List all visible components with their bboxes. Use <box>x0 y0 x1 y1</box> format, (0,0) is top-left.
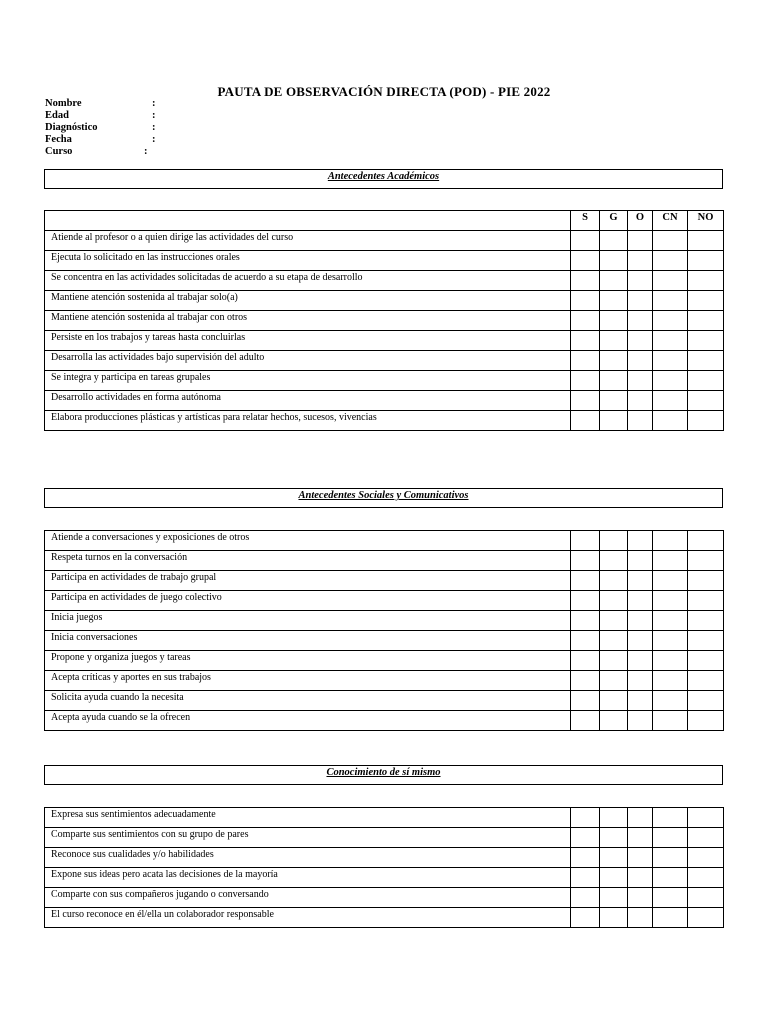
field-colon: : <box>144 146 148 157</box>
table-row <box>45 631 724 651</box>
rating-cell-o[interactable] <box>628 531 653 551</box>
item-label: El curso reconoce en él/ella un colaborador responsable <box>45 908 571 928</box>
rating-cell-g[interactable] <box>600 551 628 571</box>
item-label: Participa en actividades de juego colectivo <box>45 591 571 611</box>
field-nombre[interactable] <box>45 98 156 110</box>
item-label: Inicia juegos <box>45 611 571 631</box>
item-label: Comparte sus sentimientos con su grupo de pares <box>45 828 571 848</box>
item-label: Solicita ayuda cuando la necesita <box>45 691 571 711</box>
item-label: Desarrollo actividades en forma autónoma <box>45 391 571 411</box>
item-label: Mantiene atención sostenida al trabajar solo(a) <box>45 291 571 311</box>
rating-cell-no[interactable] <box>688 551 724 571</box>
rating-cell-cn[interactable] <box>653 711 688 731</box>
rating-cell-g[interactable] <box>600 231 628 251</box>
field-label: Nombre <box>45 98 82 109</box>
table-row <box>45 271 724 291</box>
table-row <box>45 908 724 928</box>
table-row <box>45 371 724 391</box>
table-row <box>45 868 724 888</box>
rating-cell-o[interactable] <box>628 311 653 331</box>
rating-cell-g[interactable] <box>600 908 628 928</box>
rating-cell-s[interactable] <box>571 231 600 251</box>
header-o: O <box>628 211 653 231</box>
rating-cell-g[interactable] <box>600 828 628 848</box>
rating-cell-cn[interactable] <box>653 671 688 691</box>
rating-cell-g[interactable] <box>600 711 628 731</box>
rating-cell-o[interactable] <box>628 351 653 371</box>
rating-cell-s[interactable] <box>571 591 600 611</box>
rating-cell-no[interactable] <box>688 808 724 828</box>
rating-cell-g[interactable] <box>600 351 628 371</box>
rating-cell-s[interactable] <box>571 291 600 311</box>
rating-cell-g[interactable] <box>600 531 628 551</box>
rating-cell-no[interactable] <box>688 231 724 251</box>
rating-cell-s[interactable] <box>571 671 600 691</box>
rating-cell-no[interactable] <box>688 591 724 611</box>
field-colon: : <box>152 110 156 121</box>
rating-cell-cn[interactable] <box>653 371 688 391</box>
item-label: Inicia conversaciones <box>45 631 571 651</box>
rating-cell-g[interactable] <box>600 371 628 391</box>
rating-cell-cn[interactable] <box>653 808 688 828</box>
item-label: Acepta ayuda cuando se la ofrecen <box>45 711 571 731</box>
item-label: Comparte con sus compañeros jugando o conversando <box>45 888 571 908</box>
table-row <box>45 828 724 848</box>
rating-cell-no[interactable] <box>688 828 724 848</box>
rating-cell-no[interactable] <box>688 671 724 691</box>
item-label: Ejecuta lo solicitado en las instrucciones orales <box>45 251 571 271</box>
rating-cell-o[interactable] <box>628 868 653 888</box>
rating-cell-g[interactable] <box>600 631 628 651</box>
rating-cell-cn[interactable] <box>653 888 688 908</box>
table-row <box>45 848 724 868</box>
rating-cell-s[interactable] <box>571 331 600 351</box>
rating-cell-o[interactable] <box>628 251 653 271</box>
rating-cell-no[interactable] <box>688 908 724 928</box>
table-body <box>45 531 724 731</box>
rating-cell-s[interactable] <box>571 888 600 908</box>
rating-cell-g[interactable] <box>600 848 628 868</box>
rating-cell-o[interactable] <box>628 571 653 591</box>
rating-cell-cn[interactable] <box>653 311 688 331</box>
rating-cell-cn[interactable] <box>653 908 688 928</box>
rating-cell-cn[interactable] <box>653 391 688 411</box>
header-no: NO <box>688 211 724 231</box>
header-g: G <box>600 211 628 231</box>
section-title-conocimiento: Conocimiento de sí mismo <box>44 765 723 785</box>
table-row <box>45 808 724 828</box>
rating-cell-cn[interactable] <box>653 631 688 651</box>
header-blank <box>45 211 571 231</box>
rating-cell-no[interactable] <box>688 651 724 671</box>
rating-cell-s[interactable] <box>571 371 600 391</box>
rating-cell-o[interactable] <box>628 691 653 711</box>
table-row <box>45 291 724 311</box>
rating-cell-no[interactable] <box>688 251 724 271</box>
rating-cell-o[interactable] <box>628 888 653 908</box>
table-sociales <box>44 530 724 731</box>
document-title: PAUTA DE OBSERVACIÓN DIRECTA (POD) - PIE 2022 <box>217 84 551 99</box>
rating-cell-cn[interactable] <box>653 848 688 868</box>
table-row <box>45 611 724 631</box>
item-label: Persiste en los trabajos y tareas hasta concluirlas <box>45 331 571 351</box>
rating-cell-cn[interactable] <box>653 331 688 351</box>
rating-cell-s[interactable] <box>571 848 600 868</box>
rating-cell-o[interactable] <box>628 631 653 651</box>
rating-cell-g[interactable] <box>600 591 628 611</box>
rating-cell-s[interactable] <box>571 551 600 571</box>
rating-cell-o[interactable] <box>628 611 653 631</box>
table-body <box>45 231 724 431</box>
item-label: Se integra y participa en tareas grupales <box>45 371 571 391</box>
rating-cell-cn[interactable] <box>653 351 688 371</box>
table-row <box>45 651 724 671</box>
rating-cell-o[interactable] <box>628 808 653 828</box>
table-row <box>45 531 724 551</box>
rating-cell-o[interactable] <box>628 848 653 868</box>
table-header-row <box>45 211 724 231</box>
rating-cell-no[interactable] <box>688 868 724 888</box>
table-body <box>45 808 724 928</box>
rating-cell-no[interactable] <box>688 371 724 391</box>
rating-cell-o[interactable] <box>628 371 653 391</box>
rating-cell-o[interactable] <box>628 331 653 351</box>
item-label: Respeta turnos en la conversación <box>45 551 571 571</box>
rating-cell-g[interactable] <box>600 251 628 271</box>
table-row <box>45 691 724 711</box>
rating-cell-s[interactable] <box>571 411 600 431</box>
table-row <box>45 351 724 371</box>
rating-cell-cn[interactable] <box>653 531 688 551</box>
rating-cell-no[interactable] <box>688 391 724 411</box>
rating-cell-cn[interactable] <box>653 291 688 311</box>
table-row <box>45 411 724 431</box>
rating-cell-cn[interactable] <box>653 551 688 571</box>
rating-cell-o[interactable] <box>628 291 653 311</box>
rating-cell-cn[interactable] <box>653 411 688 431</box>
table-row <box>45 711 724 731</box>
rating-cell-g[interactable] <box>600 391 628 411</box>
field-curso[interactable] <box>45 146 148 158</box>
rating-cell-no[interactable] <box>688 711 724 731</box>
header-s: S <box>571 211 600 231</box>
student-info-fields <box>45 98 156 158</box>
rating-cell-s[interactable] <box>571 531 600 551</box>
header-cn: CN <box>653 211 688 231</box>
field-colon: : <box>152 98 156 109</box>
rating-cell-no[interactable] <box>688 411 724 431</box>
table-row <box>45 331 724 351</box>
rating-cell-s[interactable] <box>571 711 600 731</box>
table-row <box>45 888 724 908</box>
rating-cell-s[interactable] <box>571 351 600 371</box>
item-label: Desarrolla las actividades bajo supervisión del adulto <box>45 351 571 371</box>
item-label: Expone sus ideas pero acata las decisiones de la mayoría <box>45 868 571 888</box>
table-row <box>45 551 724 571</box>
rating-cell-no[interactable] <box>688 631 724 651</box>
rating-cell-g[interactable] <box>600 651 628 671</box>
field-fecha[interactable] <box>45 134 156 146</box>
rating-cell-g[interactable] <box>600 888 628 908</box>
rating-cell-o[interactable] <box>628 391 653 411</box>
rating-cell-s[interactable] <box>571 571 600 591</box>
table-row <box>45 671 724 691</box>
rating-cell-s[interactable] <box>571 828 600 848</box>
rating-cell-o[interactable] <box>628 591 653 611</box>
table-row <box>45 311 724 331</box>
rating-cell-s[interactable] <box>571 808 600 828</box>
rating-cell-cn[interactable] <box>653 591 688 611</box>
rating-cell-s[interactable] <box>571 311 600 331</box>
rating-cell-no[interactable] <box>688 691 724 711</box>
field-edad[interactable] <box>45 110 156 122</box>
rating-cell-o[interactable] <box>628 671 653 691</box>
rating-cell-cn[interactable] <box>653 868 688 888</box>
rating-cell-o[interactable] <box>628 828 653 848</box>
rating-cell-cn[interactable] <box>653 691 688 711</box>
item-label: Atiende al profesor o a quien dirige las actividades del curso <box>45 231 571 251</box>
rating-cell-no[interactable] <box>688 531 724 551</box>
rating-cell-cn[interactable] <box>653 251 688 271</box>
rating-cell-no[interactable] <box>688 848 724 868</box>
item-label: Propone y organiza juegos y tareas <box>45 651 571 671</box>
rating-cell-cn[interactable] <box>653 231 688 251</box>
rating-cell-o[interactable] <box>628 908 653 928</box>
rating-cell-g[interactable] <box>600 611 628 631</box>
rating-cell-g[interactable] <box>600 331 628 351</box>
rating-cell-s[interactable] <box>571 651 600 671</box>
rating-cell-cn[interactable] <box>653 571 688 591</box>
rating-cell-cn[interactable] <box>653 828 688 848</box>
rating-cell-g[interactable] <box>600 291 628 311</box>
table-row <box>45 591 724 611</box>
item-label: Mantiene atención sostenida al trabajar con otros <box>45 311 571 331</box>
table-row <box>45 571 724 591</box>
field-diagnostico[interactable] <box>45 122 156 134</box>
rating-cell-s[interactable] <box>571 631 600 651</box>
rating-cell-s[interactable] <box>571 391 600 411</box>
rating-cell-s[interactable] <box>571 691 600 711</box>
rating-cell-g[interactable] <box>600 671 628 691</box>
field-label: Fecha <box>45 134 72 145</box>
section-title-academicos: Antecedentes Académicos <box>44 169 723 189</box>
table-row <box>45 391 724 411</box>
rating-cell-s[interactable] <box>571 251 600 271</box>
item-label: Acepta críticas y aportes en sus trabajos <box>45 671 571 691</box>
table-conocimiento <box>44 807 724 928</box>
rating-cell-no[interactable] <box>688 331 724 351</box>
rating-cell-s[interactable] <box>571 868 600 888</box>
rating-cell-g[interactable] <box>600 691 628 711</box>
section-title-sociales: Antecedentes Sociales y Comunicativos <box>44 488 723 508</box>
rating-cell-g[interactable] <box>600 808 628 828</box>
rating-cell-cn[interactable] <box>653 611 688 631</box>
table-row <box>45 231 724 251</box>
rating-cell-no[interactable] <box>688 351 724 371</box>
table-row <box>45 251 724 271</box>
rating-cell-o[interactable] <box>628 231 653 251</box>
rating-cell-s[interactable] <box>571 908 600 928</box>
rating-cell-o[interactable] <box>628 711 653 731</box>
field-label: Edad <box>45 110 69 121</box>
item-label: Reconoce sus cualidades y/o habilidades <box>45 848 571 868</box>
field-label: Curso <box>45 146 73 157</box>
rating-cell-o[interactable] <box>628 271 653 291</box>
rating-cell-s[interactable] <box>571 611 600 631</box>
field-label: Diagnóstico <box>45 122 98 133</box>
rating-cell-o[interactable] <box>628 651 653 671</box>
rating-cell-cn[interactable] <box>653 271 688 291</box>
rating-cell-g[interactable] <box>600 271 628 291</box>
rating-cell-no[interactable] <box>688 571 724 591</box>
table-academicos <box>44 210 724 431</box>
field-colon: : <box>152 134 156 145</box>
item-label: Se concentra en las actividades solicitadas de acuerdo a su etapa de desarrollo <box>45 271 571 291</box>
rating-cell-no[interactable] <box>688 611 724 631</box>
item-label: Participa en actividades de trabajo grupal <box>45 571 571 591</box>
rating-cell-no[interactable] <box>688 291 724 311</box>
item-label: Expresa sus sentimientos adecuadamente <box>45 808 571 828</box>
item-label: Elabora producciones plásticas y artísticas para relatar hechos, sucesos, vivencias <box>45 411 571 431</box>
rating-cell-no[interactable] <box>688 271 724 291</box>
rating-cell-g[interactable] <box>600 571 628 591</box>
rating-cell-no[interactable] <box>688 888 724 908</box>
field-colon: : <box>152 122 156 133</box>
rating-cell-g[interactable] <box>600 868 628 888</box>
item-label: Atiende a conversaciones y exposiciones de otros <box>45 531 571 551</box>
rating-cell-g[interactable] <box>600 411 628 431</box>
rating-cell-s[interactable] <box>571 271 600 291</box>
rating-cell-o[interactable] <box>628 411 653 431</box>
rating-cell-o[interactable] <box>628 551 653 571</box>
rating-cell-no[interactable] <box>688 311 724 331</box>
rating-cell-cn[interactable] <box>653 651 688 671</box>
rating-cell-g[interactable] <box>600 311 628 331</box>
